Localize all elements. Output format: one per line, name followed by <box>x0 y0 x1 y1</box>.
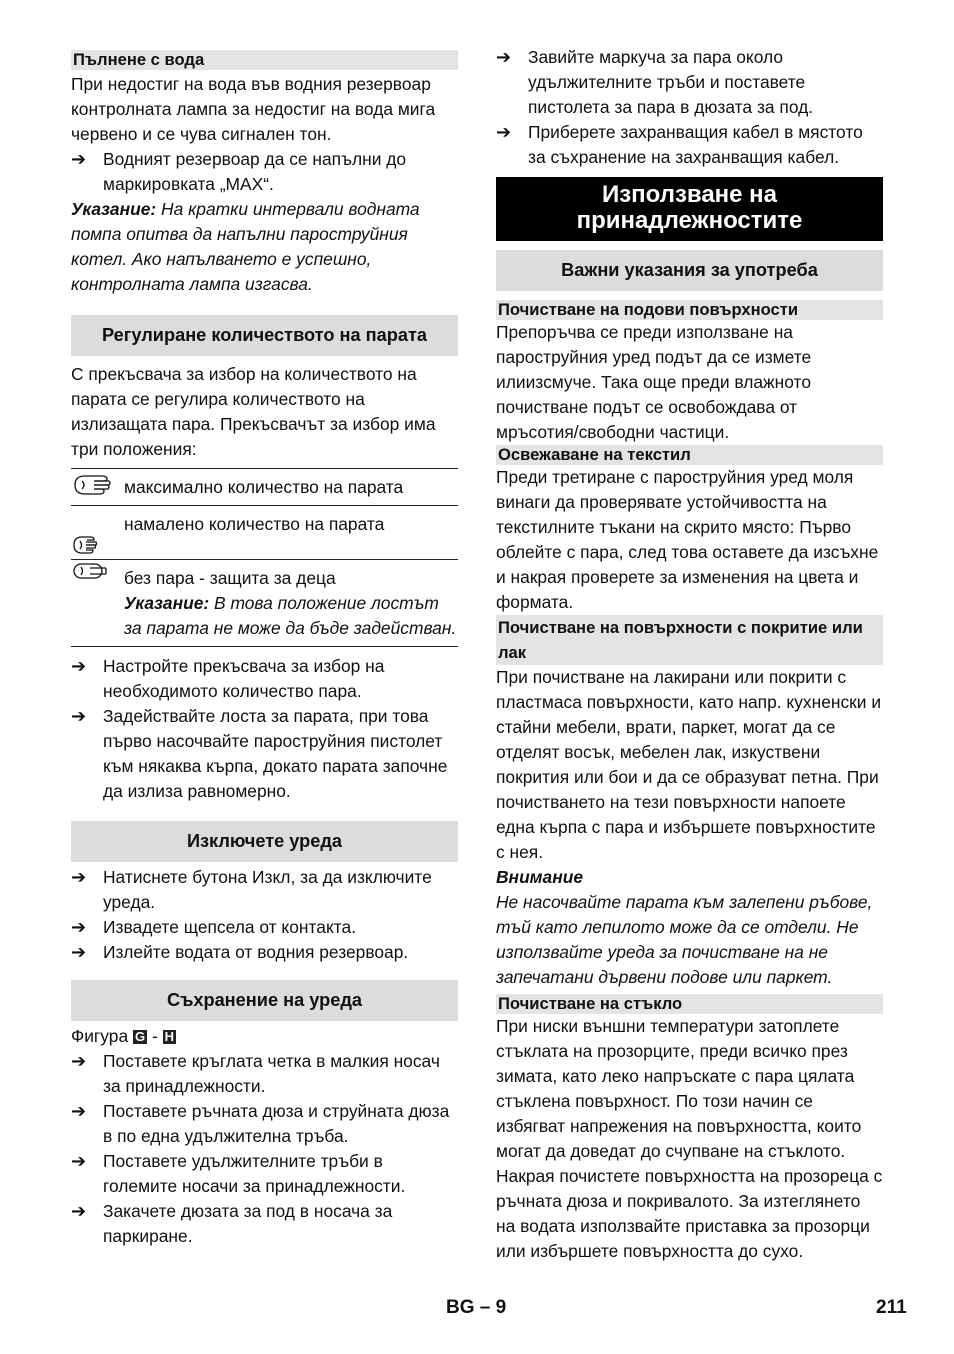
list-item: ➔ Поставете ръчната дюза и струйната дюза в по една удължителна тръба. <box>71 1101 450 1146</box>
arrow-icon: ➔ <box>71 1151 87 1171</box>
arrow-icon: ➔ <box>496 47 512 67</box>
section-number: BG – 9 <box>446 1297 507 1318</box>
arrow-icon: ➔ <box>496 122 512 142</box>
water-heading: Пълнене с вода <box>71 50 458 70</box>
attention-label: Внимание <box>496 867 584 887</box>
list-item: ➔ Завийте маркуча за пара около удължителните тръби и поставете пистолета за пара в дюзата за под. <box>496 47 814 117</box>
arrow-icon: ➔ <box>71 656 87 676</box>
list-item: ➔ Закачете дюзата за под в носача за паркиране. <box>71 1201 393 1246</box>
off-heading: Изключете уреда <box>71 821 458 862</box>
max-steam-icon <box>72 470 122 500</box>
left-column <box>71 50 458 1249</box>
position-row <box>71 506 458 560</box>
arrow-icon: ➔ <box>71 1051 87 1071</box>
textile-heading: Освежаване на текстил <box>496 445 883 465</box>
no-steam-lock-icon <box>72 561 122 581</box>
right-column <box>496 45 883 1264</box>
arrow-icon: ➔ <box>71 1201 87 1221</box>
arrow-icon: ➔ <box>71 1101 87 1121</box>
store-steps-continued <box>496 45 883 170</box>
water-step: ➔ Водният резервоар да се напълни до маркировката „MAX“. <box>71 149 407 194</box>
position-row <box>71 560 458 647</box>
arrow-icon: ➔ <box>71 706 87 726</box>
position-label: намалено количество на парата <box>123 506 458 560</box>
list-item: ➔ Приберете захранващия кабел в мястото за съхранение на захранващия кабел. <box>496 122 863 167</box>
list-item: ➔ Излейте водата от водния резервоар. <box>71 940 458 965</box>
off-steps <box>71 865 458 965</box>
glass-heading: Почистване на стъкло <box>496 994 883 1014</box>
water-text: При недостиг на вода във водния резервоар контролната лампа за недостиг на вода мига червено и се чува сигнален тон. <box>71 74 436 144</box>
store-heading: Съхранение на уреда <box>71 980 458 1021</box>
arrow-icon: ➔ <box>71 917 87 937</box>
steam-steps <box>71 654 458 804</box>
textile-text: Преди третиране с пароструйния уред моля винаги да проверявате устойчивостта на текстилните тъкани на скрито място: Първо облейте с пара, след това оставете да изсъхне и накрая проверете за изменения на цвета и формата. <box>496 467 879 612</box>
steam-heading: Регулиране количеството на парата <box>71 315 458 356</box>
positions-table <box>71 468 458 647</box>
store-steps <box>71 1049 458 1249</box>
page-number: 211 <box>876 1297 907 1318</box>
attention-text: Не насочвайте парата към залепени ръбове, тъй като лепилото може да се отдели. Не използвайте уреда за почистване на не запечатани дървени подове или паркет. <box>496 892 873 987</box>
position-row <box>71 469 458 506</box>
list-item: ➔ Натиснете бутона Изкл, за да изключите уреда. <box>71 867 432 912</box>
figure-reference: Фигура G - H <box>71 1026 174 1046</box>
list-item: ➔ Извадете щепсела от контакта. <box>71 915 458 940</box>
coated-heading: Почистване на повърхности с покритие или лак <box>496 615 883 665</box>
arrow-icon: ➔ <box>71 942 87 962</box>
water-note: Указание: На кратки интервали водната помпа опитва да напълни пароструйния котел. Ако напълването е успешно, контролната лампа изгасва. <box>71 199 420 294</box>
glass-text: При ниски външни температури затоплете стъклата на прозорците, преди всичко през зимата, като леко напръскате с пара цялата стъклена повърхност. По този начин се избягват напрежения на повърхността, които могат да доведат до счупване на стъклото. Накрая почистете повърхността на прозореца с ръчната дюза и покривалото. За изтеглянето на водата използвайте приставка за прозорци или избършете повърхността до сухо. <box>496 1016 883 1261</box>
important-heading: Важни указания за употреба <box>496 250 883 291</box>
position-note: Указание: В това положение лостът за парата не може да бъде задействан. <box>124 593 457 638</box>
position-label: без пара - защита за деца <box>124 568 336 588</box>
steam-text: С прекъсвача за избор на количеството на парата се регулира количеството на излизащата пара. Прекъсвачът за избор има три положения: <box>71 364 436 459</box>
arrow-icon: ➔ <box>71 149 87 169</box>
reduced-steam-icon <box>72 509 122 558</box>
list-item: ➔ Поставете удължителните тръби в големите носачи за принадлежности. <box>71 1151 406 1196</box>
floor-heading: Почистване на подови повърхности <box>496 300 883 320</box>
list-item: ➔ Настройте прекъсвача за избор на необходимото количество пара. <box>71 656 385 701</box>
coated-text: При почистване на лакирани или покрити с пластмаса повърхности, като напр. кухненски и стайни мебели, врати, паркет, могат да се отделят восък, мебелен лак, изкуствени покрития или бои и да се образуват петна. При почистването на тези повърхности напоете една кърпа с пара и избършете повърхностите с нея. <box>496 667 882 862</box>
list-item: ➔ Задействайте лоста за парата, при това първо насочвайте пароструйния пистолет към някаква кърпа, докато парата започне да излиза равномерно. <box>71 706 448 801</box>
arrow-icon: ➔ <box>71 867 87 887</box>
position-label: максимално количество на парата <box>123 469 458 506</box>
main-heading: Използване на принадлежностите <box>496 177 883 241</box>
list-item: ➔ Поставете кръглата четка в малкия носач за принадлежности. <box>71 1051 440 1096</box>
floor-text: Препоръчва се преди използване на пароструйния уред подът да се измете илиизсмуче. Така още преди влажното почистване подът се освобождава от мръсотия/свободни частици. <box>496 322 812 442</box>
